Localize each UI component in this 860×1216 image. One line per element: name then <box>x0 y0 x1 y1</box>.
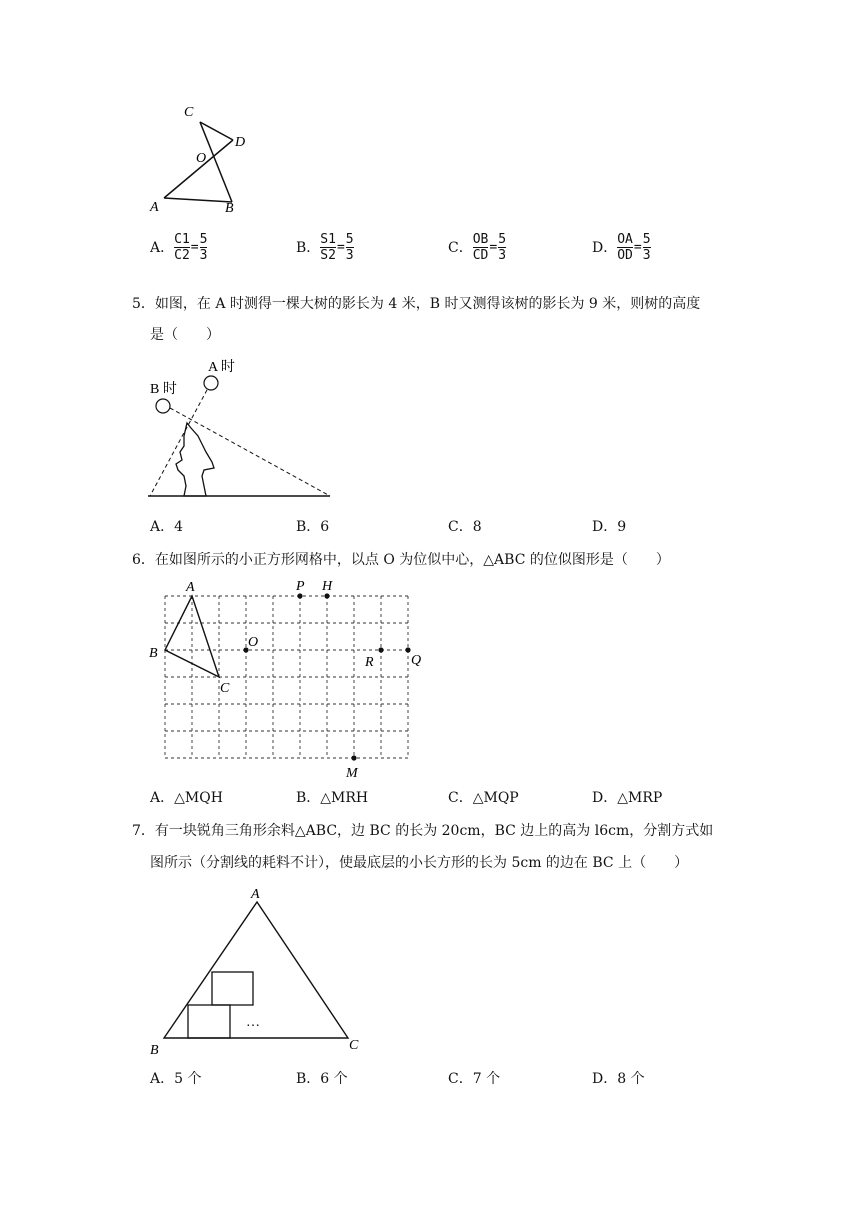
q7-rect-bottom <box>188 1005 230 1038</box>
q4-label-a: A <box>150 200 159 215</box>
q4-option-b-lhs <box>320 232 336 263</box>
q4-option-c-rden: 3 <box>498 248 507 263</box>
q7-option-d[interactable]: D．8 个 <box>592 1071 645 1087</box>
q4-option-a-letter: A． <box>150 239 175 256</box>
q4-option-c-lhs <box>473 232 489 263</box>
q4-option-c-rnum: 5 <box>498 232 507 247</box>
q4-option-b-rden: 3 <box>345 248 354 263</box>
q4-option-c[interactable]: C． $\frac{OB}{CD}$ = $\frac{5}{3}$ <box>448 232 507 263</box>
q5-option-a[interactable]: A．4 <box>150 519 184 535</box>
q4-option-d-den: OD <box>617 248 633 263</box>
q6-label-m: M <box>346 766 358 781</box>
q6-option-b[interactable]: B．△MRH <box>296 790 369 806</box>
q7-option-b[interactable]: B．6 个 <box>296 1071 348 1087</box>
q4-option-c-num: OB <box>472 232 489 247</box>
q7-label-b: B <box>150 1043 159 1058</box>
q7-rect-upper <box>212 972 253 1005</box>
q4-option-b-num: S1 <box>320 232 336 247</box>
q5-option-d[interactable]: D．9 <box>592 519 627 535</box>
q7-figure <box>140 884 370 1060</box>
q4-label-c: C <box>184 105 194 120</box>
q4-label-d: D <box>235 135 246 150</box>
q4-option-a-num: C1 <box>174 232 190 247</box>
q4-option-d-lhs <box>617 232 633 263</box>
q4-option-b-den: S2 <box>320 248 336 263</box>
q5-tree <box>176 423 214 496</box>
q6-option-d[interactable]: D．△MRP <box>592 790 663 806</box>
q5-option-c[interactable]: C．8 <box>448 519 482 535</box>
q4-option-d-rnum: 5 <box>642 232 651 247</box>
q7-label-a: A <box>251 887 260 902</box>
q4-segment-bottom <box>164 198 232 202</box>
q7-stem-line2: 图所示（分割线的耗料不计），使最底层的小长方形的长为 5cm 的边在 BC 上（ ） <box>150 855 689 871</box>
q6-label-o: O <box>248 635 259 650</box>
q6-label-h: H <box>322 579 333 594</box>
q5-label-a-time: A 时 <box>208 360 235 375</box>
q5-label-b-time: B 时 <box>150 382 177 397</box>
q5-option-b[interactable]: B．6 <box>296 519 330 535</box>
q4-option-b-rhs <box>346 232 354 263</box>
q4-label-b: B <box>225 201 234 216</box>
q4-option-d-num: OA <box>617 232 633 247</box>
q6-option-a[interactable]: A．△MQH <box>150 790 223 806</box>
q4-segment-cd <box>200 122 233 140</box>
q6-label-r: R <box>365 655 374 670</box>
q7-label-c: C <box>349 1038 359 1053</box>
q6-grid <box>165 596 408 758</box>
q7-option-c[interactable]: C．7 个 <box>448 1071 501 1087</box>
q6-option-c[interactable]: C．△MQP <box>448 790 519 806</box>
q4-option-b-letter: B． <box>296 239 321 256</box>
q4-option-c-den: CD <box>472 248 489 263</box>
q4-option-d-rhs <box>643 232 651 263</box>
q7-stem-line1: 7．有一块锐角三角形余料△ABC，边 BC 的长为 20cm，BC 边上的高为 l6cm，分割方式如 <box>132 823 714 839</box>
q7-ellipsis: … <box>246 1015 260 1030</box>
q4-option-b[interactable]: B． $\frac{S1}{S2}$ = $\frac{5}{3}$ <box>296 232 354 263</box>
q5-stem-line2: 是（ ） <box>150 327 220 343</box>
q5-figure <box>140 356 350 506</box>
q6-figure <box>140 576 430 782</box>
q6-point-r <box>378 647 383 652</box>
q6-point-m <box>351 755 356 760</box>
q4-option-a-rnum: 5 <box>199 232 208 247</box>
q4-segment-ab <box>164 140 233 198</box>
q6-label-c: C <box>220 681 230 696</box>
q4-option-d-letter: D． <box>592 239 618 256</box>
q6-point-q <box>405 647 410 652</box>
q4-option-a-rden: 3 <box>199 248 208 263</box>
q4-option-d-rden: 3 <box>642 248 651 263</box>
q4-option-a-den: C2 <box>174 248 190 263</box>
q4-figure <box>140 98 260 218</box>
q7-option-a[interactable]: A．5 个 <box>150 1071 202 1087</box>
q5-sun-a <box>204 376 218 390</box>
q5-sun-b <box>156 399 170 413</box>
q4-option-a-rhs <box>200 232 208 263</box>
q6-label-a: A <box>186 580 195 595</box>
q6-label-b: B <box>149 646 158 661</box>
q6-stem-line1: 6．在如图所示的小正方形网格中，以点 O 为位似中心，△ABC 的位似图形是（ ） <box>132 552 670 568</box>
q4-option-d[interactable]: D． $\frac{OA}{OD}$ = $\frac{5}{3}$ <box>592 232 651 263</box>
q6-label-p: P <box>296 579 305 594</box>
q4-option-b-rnum: 5 <box>345 232 354 247</box>
q4-option-c-letter: C． <box>448 239 473 256</box>
q6-point-h <box>324 593 329 598</box>
q6-point-p <box>297 593 302 598</box>
q6-label-q: Q <box>411 653 422 668</box>
q5-stem-line1: 5．如图，在 A 时测得一棵大树的影长为 4 米，B 时又测得该树的影长为 9 米，则树的高度 <box>132 296 701 312</box>
q5-ray-b <box>170 408 330 496</box>
q4-option-a[interactable]: A． $\frac{C1}{C2}$ = $\frac{5}{3}$ <box>150 232 208 263</box>
q4-option-a-lhs <box>174 232 190 263</box>
q5-ray-a <box>150 390 207 496</box>
q4-label-o: O <box>196 151 207 166</box>
q4-option-c-rhs <box>498 232 506 263</box>
